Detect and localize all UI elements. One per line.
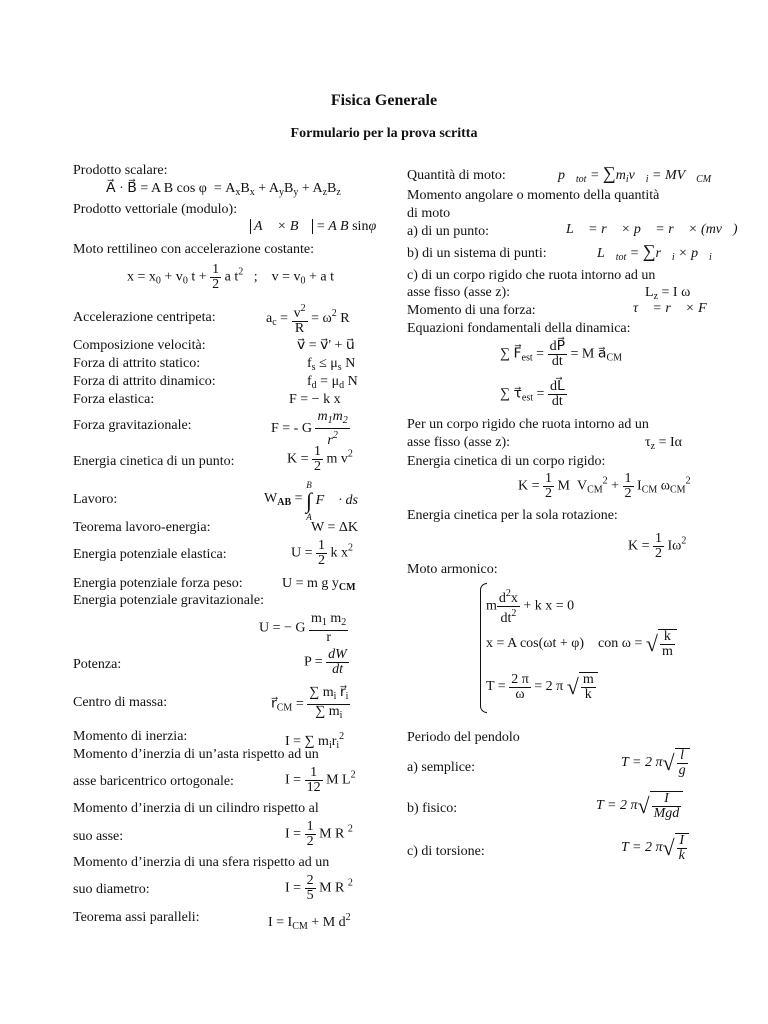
formula-energia-cinetica-punto: K = $\frac{1}{2}$ m $v^2$ <box>287 444 353 474</box>
label-cilindro-2: suo asse: <box>73 829 124 844</box>
formula-tau-z: $\tau_z = I\alpha$ <box>645 435 682 452</box>
formula-composizione-velocita: v⃗ = v⃗' + u⃗ <box>297 338 355 353</box>
formula-prodotto-scalare: A⃗ · B⃗ = A B $\cos \varphi = A_xB_x + A_yB_y + A_zB_z$ <box>106 181 341 198</box>
formula-momento-inerzia: I = ∑ $m_ir_i^2$ <box>285 731 345 751</box>
label-energia-cinetica-punto: Energia cinetica di un punto: <box>73 454 235 469</box>
label-asta-1: Momento d’inerzia di un’asta rispetto ad un <box>73 747 319 762</box>
formula-equazione-momento: ∑ $\tau⃗_{est}$ = $\frac{dL⃗}{dt}$ <box>500 379 565 409</box>
formula-teorema-lavoro-energia: W = ΔK <box>311 520 358 535</box>
label-pendolo-semplice: a) semplice: <box>407 760 476 775</box>
label-teorema-lavoro-energia: Teorema lavoro-energia: <box>73 520 211 535</box>
formula-quantita-di-moto: $p⃗_{tot}$ = $\sum m_iv⃗_i$ = $MV⃗_{CM}$ <box>558 163 712 185</box>
label-momento-angolare-2: di moto <box>407 206 451 221</box>
formula-corpo-rigido: $L_z = I$ ω <box>645 285 691 302</box>
formula-equazione-forza: ∑ $F⃗_{est}$ = $\frac{dP⃗}{dt}$ = M $a⃗_{CM}$ <box>500 339 623 369</box>
formula-energia-potenziale-elastica: U = $\frac{1}{2}$ k $x^2$ <box>291 538 354 568</box>
formula-sfera: I = $\frac{2}{5}$ M R $^2$ <box>285 873 353 903</box>
formula-sistema-punti: $L⃗_{tot}$ = $\sum r⃗_i$ × $p⃗_i$ <box>597 241 712 263</box>
label-lavoro: Lavoro: <box>73 492 118 507</box>
page-title: Fisica Generale <box>330 92 438 109</box>
formula-prodotto-vettoriale: A⃗ × B⃗ = A B sinφ <box>250 219 376 235</box>
formula-momento-forza: τ⃗ = r⃗ × F⃗ <box>633 301 718 316</box>
label-asta-2: asse baricentrico ortogonale: <box>73 774 234 789</box>
label-di-un-punto: a) di un punto: <box>407 224 490 239</box>
formula-attrito-statico: $f_s \le \mu_s$ N <box>307 356 356 373</box>
formula-energia-cinetica-corpo-rigido: K = $\frac{1}{2}$ M $V_{CM}^2$ + $\frac{1}{2}$ $I_{CM}$ $\omega_{CM}^2$ <box>518 471 691 501</box>
formula-moto-armonico-1: m $\frac{d^2x}{dt^2}$ + k x = 0 <box>486 588 575 626</box>
label-corpo-rigido-2: asse fisso (asse z): <box>407 285 511 300</box>
formula-attrito-dinamico: $f_d = \mu_d$ N <box>307 374 358 391</box>
formula-energia-cinetica-rotazione: K = $\frac{1}{2}$ $I\omega^2$ <box>628 531 687 561</box>
label-equazioni-fondamentali: Equazioni fondamentali della dinamica: <box>407 321 631 336</box>
formula-assi-paralleli: $I = I_{CM} + M$ $d^2$ <box>268 912 351 932</box>
formula-moto-armonico-2: x = A cos(ωt + φ) con ω = √ $\frac{k}{m}$ <box>486 629 677 659</box>
formula-pendolo-fisico: T = 2 π√ I Mgd <box>596 791 683 821</box>
formula-moto-armonico-3: T = $\frac{2 \pi}{\omega}$ = 2 π √ $\frac{m}{k}$ <box>486 672 598 702</box>
label-momento-angolare-1: Momento angolare o momento della quantità <box>407 188 660 203</box>
page-subtitle: Formulario per la prova scritta <box>290 126 478 141</box>
formula-centro-di-massa: $r⃗_{CM}$ = $\frac{\sum m_i r⃗_i}{\sum m_i}$ <box>271 685 349 721</box>
formula-cilindro: I = $\frac{1}{2}$ M R $^2$ <box>285 819 353 849</box>
formula-moto-rettilineo: $x = x_0 + v_0$ t + $\frac{1}{2}$ a $t^2$ ; $v = v_0 + a$ t <box>127 262 335 292</box>
label-moto-rettilineo: Moto rettilineo con accelerazione costante: <box>73 242 315 257</box>
label-forza-elastica: Forza elastica: <box>73 392 155 407</box>
formula-potenza: P = $\frac{dW}{dt}$ <box>304 647 347 677</box>
formula-forza-elastica: F = − k x <box>289 392 341 407</box>
label-attrito-dinamico: Forza di attrito dinamico: <box>73 374 216 389</box>
label-centro-di-massa: Centro di massa: <box>73 695 168 710</box>
label-attrito-statico: Forza di attrito statico: <box>73 356 201 371</box>
label-sfera-1: Momento d’inerzia di una sfera rispetto ad un <box>73 855 330 870</box>
label-assi-paralleli: Teorema assi paralleli: <box>73 910 200 925</box>
label-energia-cinetica-corpo-rigido: Energia cinetica di un corpo rigido: <box>407 454 606 469</box>
vec-A: A⃗ <box>106 181 116 196</box>
formula-energia-potenziale-peso: U = m g $y_{CM}$ <box>282 576 356 593</box>
label-momento-forza: Momento di una forza: <box>407 303 536 318</box>
label-forza-gravitazionale: Forza gravitazionale: <box>73 418 192 433</box>
label-momento-inerzia: Momento di inerzia: <box>73 729 188 744</box>
label-prodotto-scalare: Prodotto scalare: <box>73 163 168 178</box>
formula-lavoro: $W_{AB} = B$ ∫ A F⃗ · ds⃗ <box>264 480 369 522</box>
label-pendolo-torsione: c) di torsione: <box>407 844 485 859</box>
label-accelerazione-centripeta: Accelerazione centripeta: <box>73 310 216 325</box>
label-periodo-pendolo: Periodo del pendolo <box>407 730 520 745</box>
label-energia-potenziale-peso: Energia potenziale forza peso: <box>73 576 243 591</box>
label-corpo-rigido-1: c) di un corpo rigido che ruota intorno ad un <box>407 268 656 283</box>
label-potenza: Potenza: <box>73 657 122 672</box>
label-composizione-velocita: Composizione velocità: <box>73 338 206 353</box>
label-energia-cinetica-rotazione: Energia cinetica per la sola rotazione: <box>407 508 618 523</box>
label-energia-potenziale-elastica: Energia potenziale elastica: <box>73 547 227 562</box>
formula-di-un-punto: L⃗ = r⃗ × p⃗ = r⃗ × (mv⃗) <box>566 222 738 237</box>
label-pendolo-fisico: b) fisico: <box>407 801 458 816</box>
formula-forza-gravitazionale: F = - G $\frac{m_1m_2}{r^2}$ <box>271 409 348 448</box>
label-quantita-di-moto: Quantità di moto: <box>407 168 506 183</box>
label-prodotto-vettoriale: Prodotto vettoriale (modulo): <box>73 202 238 217</box>
formula-asta: I = $\frac{1}{12}$ M $L^2$ <box>285 765 356 795</box>
formula-pendolo-torsione: T = 2 π√ $\frac{I}{k}$ <box>621 833 689 863</box>
formula-energia-potenziale-gravitazionale: U = − G $\frac{m_1 m_2}{r}$ <box>259 611 347 645</box>
label-per-corpo-rigido-1: Per un corpo rigido che ruota intorno ad un <box>407 417 649 432</box>
label-energia-potenziale-gravitazionale: Energia potenziale gravitazionale: <box>73 593 264 608</box>
label-cilindro-1: Momento d’inerzia di un cilindro rispetto al <box>73 801 319 816</box>
label-per-corpo-rigido-2: asse fisso (asse z): <box>407 435 511 450</box>
label-sfera-2: suo diametro: <box>73 882 150 897</box>
formula-accelerazione-centripeta: $a_c$ = $\frac{v^2}{R}$ = $\omega^2$ R <box>266 303 350 336</box>
formula-pendolo-semplice: T = 2 π√ $\frac{l}{g}$ <box>621 748 690 778</box>
label-sistema-punti: b) di un sistema di punti: <box>407 246 547 261</box>
label-moto-armonico: Moto armonico: <box>407 562 498 577</box>
